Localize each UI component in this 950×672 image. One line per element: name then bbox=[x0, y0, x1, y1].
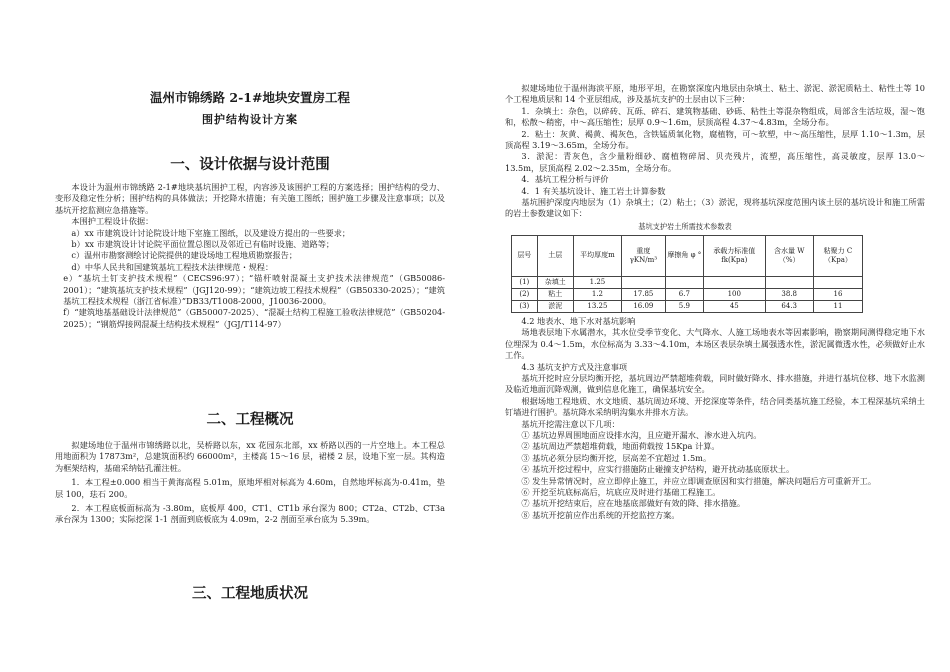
geology-body bbox=[505, 83, 925, 521]
table-cell: 粘土 bbox=[537, 288, 573, 300]
table-caption: 基坑支护岩土所需技术参数表 bbox=[638, 221, 732, 231]
sec1-intro: 本设计为温州市锦绣路 2-1#地块基坑围护工程，内容涉及该围护工程的方案选择；围护结构的受力、变形及稳定性分析；围护结构的具体做法；开挖降水措施；有关施工图纸；围护施工步骤及注意事项；以及基坑开挖监测应急措施等。 bbox=[55, 182, 445, 215]
section-heading-2: 二、工程概况 bbox=[206, 412, 294, 428]
table-cell: (1) bbox=[512, 276, 538, 288]
table-cell: (2) bbox=[512, 288, 538, 300]
sec2-paragraph-1: 拟建场地位于温州市锦绣路以北，吴桥路以东，xx 花园东北部，xx 桥路以西的一片空地上。本工程总用地面积为 17873m²，总建筑面积约 66000m²，主楼高 15～16 层，裙楼 2 层，设地下室一层。其构造为框架结构，基础采纳钻孔灌注桩。 bbox=[55, 440, 445, 473]
table-cell: 45 bbox=[704, 300, 766, 312]
table-header: 平均厚度m bbox=[573, 235, 621, 276]
sec1-item-a: a）xx 市建筑设计讨论院设计地下室施工图纸，以及建设方提出的一些要求； bbox=[71, 227, 351, 238]
table-cell bbox=[765, 276, 813, 288]
table-header: 层号 bbox=[512, 235, 538, 276]
sec1-item-d: d）中华人民共和国建筑基坑工程技术法律规范・规程： bbox=[71, 261, 274, 272]
table-header-row bbox=[512, 235, 863, 276]
table-cell: 杂填土 bbox=[537, 276, 573, 288]
page-title: 温州市锦绣路 2-1#地块安置房工程 bbox=[150, 90, 350, 105]
note-item: ③ 基坑必须分层均衡开挖，层高差不宜超过 1.5m。 bbox=[521, 452, 712, 463]
layer-silt: 3．淤泥：青灰色，含少量粉细砂、腐植物碎屑、贝壳残片，流塑，高压缩性，高灵敏度，层厚 13.0～13.5m，层顶高程 2.02～2.35m，全场分布。 bbox=[505, 151, 925, 173]
section-1-body bbox=[55, 182, 445, 330]
table-cell bbox=[813, 276, 862, 288]
note-item: ⑥ 开挖至坑底标高后，坑底应及时进行基础工程施工。 bbox=[521, 486, 721, 497]
note-item: ① 基坑边界周围地面应设排水沟，且应避开漏水、渗水进入坑内。 bbox=[521, 429, 762, 440]
table-row bbox=[512, 288, 863, 300]
section-heading-3: 三、工程地质状况 bbox=[192, 586, 308, 602]
table-cell: 16.09 bbox=[622, 300, 666, 312]
table-cell: 6.7 bbox=[665, 288, 703, 300]
table-cell: 16 bbox=[813, 288, 862, 300]
table-cell: 64.3 bbox=[765, 300, 813, 312]
sec1-basis-title: 本围护工程设计依据： bbox=[71, 216, 154, 227]
note-item: ⑤ 发生异常情况时，应立即停止施工，并应立即调查原因和实行措施，解决问题后方可重新开工。 bbox=[521, 475, 877, 486]
table-header: 粘聚力 C（Kpa） bbox=[813, 235, 862, 276]
support-body-2: 根据场地工程地质、水文地质、基坑周边环境、开挖深度等条件，结合同类基坑施工经验，本工程深基坑采纳土钉墙进行围护。基坑降水采纳明沟集水井排水方法。 bbox=[505, 395, 925, 418]
table-cell: 38.8 bbox=[765, 288, 813, 300]
table-header: 土层 bbox=[537, 235, 573, 276]
sec1-item-c: c）温州市勘察测绘讨论院提供的建设场地工程地质勘察报告； bbox=[71, 250, 298, 261]
table-cell bbox=[622, 276, 666, 288]
layer-clay: 2．粘土：灰黄、褐黄、褐灰色，含铁锰质氧化物，腐植物，可～软塑，中～高压缩性，层厚 1.10～1.3m，层顶高程 3.19～3.65m，全场分布。 bbox=[505, 128, 925, 151]
groundwater-heading: 4.2 地表水、地下水对基坑影响 bbox=[521, 315, 636, 326]
support-body-1: 基坑开挖时应分层均衡开挖，基坑周边严禁超堆荷载，同时做好降水、排水措施，并进行基坑位移、地下水监测及临近地面沉降观测，做到信息化施工，确保基坑安全。 bbox=[505, 372, 925, 395]
table-cell: 17.85 bbox=[622, 288, 666, 300]
table-header: 重度 γKN/m³ bbox=[622, 235, 666, 276]
sec1-item-e: e）“基坑土钉支护技术规程”（CECS96:97）；“锚杆喷射混凝土支护技术法律规范”（GB50086-2001）；“建筑基坑支护技术规程”（JGJ120-99）；“建筑边坡工程技术规程”（GB50330-2025）；“建筑基坑工程技术规程（浙江省标准）”DB33/T1008-2000，J10036-2000。 bbox=[63, 273, 445, 307]
params-intro: 基坑围护深度内地层为（1）杂填土；（2）粘土；（3）淤泥，现将基坑深度范围内该土层的基坑设计和施工所需的岩土参数建议如下： bbox=[505, 197, 925, 219]
soil-parameter-table bbox=[511, 235, 863, 313]
table-cell: 1.25 bbox=[573, 276, 621, 288]
note-item: ⑧ 基坑开挖前应作出系统的开挖监控方案。 bbox=[521, 509, 680, 520]
table-cell: 5.9 bbox=[665, 300, 703, 312]
table-cell: 13.25 bbox=[573, 300, 621, 312]
table-cell bbox=[704, 276, 766, 288]
params-heading: 4．1 有关基坑设计、施工岩土计算参数 bbox=[521, 185, 666, 196]
table-header: 摩擦角 φ ° bbox=[665, 235, 703, 276]
support-heading: 4.3 基坑支护方式及注意事项 bbox=[521, 361, 628, 372]
table-row bbox=[512, 300, 863, 312]
geology-intro: 拟建场地位于温州海滨平原，地形平坦，在勘察深度内地层由杂填土、粘土、淤泥、淤泥质粘土、粘性土等 10 个工程地质层和 14 个亚层组成，涉及基坑支护的土层由以下三种： bbox=[505, 83, 925, 105]
note-item: ④ 基坑开挖过程中，应实行措施防止碰撞支护结构，避开扰动基底原状土。 bbox=[521, 464, 795, 475]
sec2-paragraph-3: 2．本工程底板面标高为 -3.80m，底板厚 400，CT1、CT1b 承台深为 800；CT2a、CT2b、CT3a 承台深为 1300；实际挖深 1-1 剖面到底板底为 4.09m，2-2 剖面至承台底为 5.39m。 bbox=[55, 503, 445, 525]
table-header: 含水量 W（%） bbox=[765, 235, 813, 276]
sec1-item-b: b）xx 市建筑设计讨论院平面位置总图以及邻近已有临时设施、道路等； bbox=[71, 239, 335, 250]
table-cell: 1.2 bbox=[573, 288, 621, 300]
groundwater-body: 场地表层地下水属潜水，其水位受季节变化、大气降水、人施工场地表水等因素影响，勘察期间测得稳定地下水位埋深为 0.4～1.5m，水位标高为 3.33～4.10m，本场区表层杂填土属强透水性，淤泥属微透水性，必须做好止水工作。 bbox=[505, 327, 925, 361]
note-item: ② 基坑周边严禁超堆荷载，地面荷载按 15Kpa 计算。 bbox=[521, 441, 720, 452]
section-2-body bbox=[55, 440, 445, 526]
table-cell: (3) bbox=[512, 300, 538, 312]
analysis-heading: 4．基坑工程分析与评价 bbox=[521, 174, 609, 185]
sec1-item-f: f）“建筑地基基础设计法律规范”（GB50007-2025）、“混凝土结构工程施工验收法律规范”（GB50204-2025）；“钢筋焊接网混凝土结构技术规程”（JGJ/T114-97） bbox=[63, 307, 445, 329]
table-row bbox=[512, 276, 863, 288]
table-cell: 淤泥 bbox=[537, 300, 573, 312]
note-item: ⑦ 基坑开挖结束后，应在地基底部做好有效的降、排水措施。 bbox=[521, 498, 746, 509]
table-cell: 11 bbox=[813, 300, 862, 312]
table-cell bbox=[665, 276, 703, 288]
notes-heading: 基坑开挖需注意以下几项： bbox=[521, 418, 620, 429]
layer-fill: 1．杂填土：杂色，以碎砖、瓦砾、碎石、建筑物基础、砂砾、粘性土等混杂物组成，局部含生活垃圾，湿～饱和，松散～稍密，中～高压缩性；层厚 0.9～1.6m，层顶高程 4.37～4.83m，全场分布。 bbox=[505, 105, 925, 128]
page-subtitle: 围护结构设计方案 bbox=[202, 113, 298, 126]
table-header: 承载力标准值 fk(Kpa) bbox=[704, 235, 766, 276]
table-cell: 100 bbox=[704, 288, 766, 300]
sec2-paragraph-2: 1．本工程±0.000 相当于黄海高程 5.01m，原地坪相对标高为 4.60m，自然地坪标高为-0.41m，垫层 100，珐石 200。 bbox=[55, 477, 445, 499]
section-heading-1: 一、设计依据与设计范围 bbox=[170, 157, 330, 173]
